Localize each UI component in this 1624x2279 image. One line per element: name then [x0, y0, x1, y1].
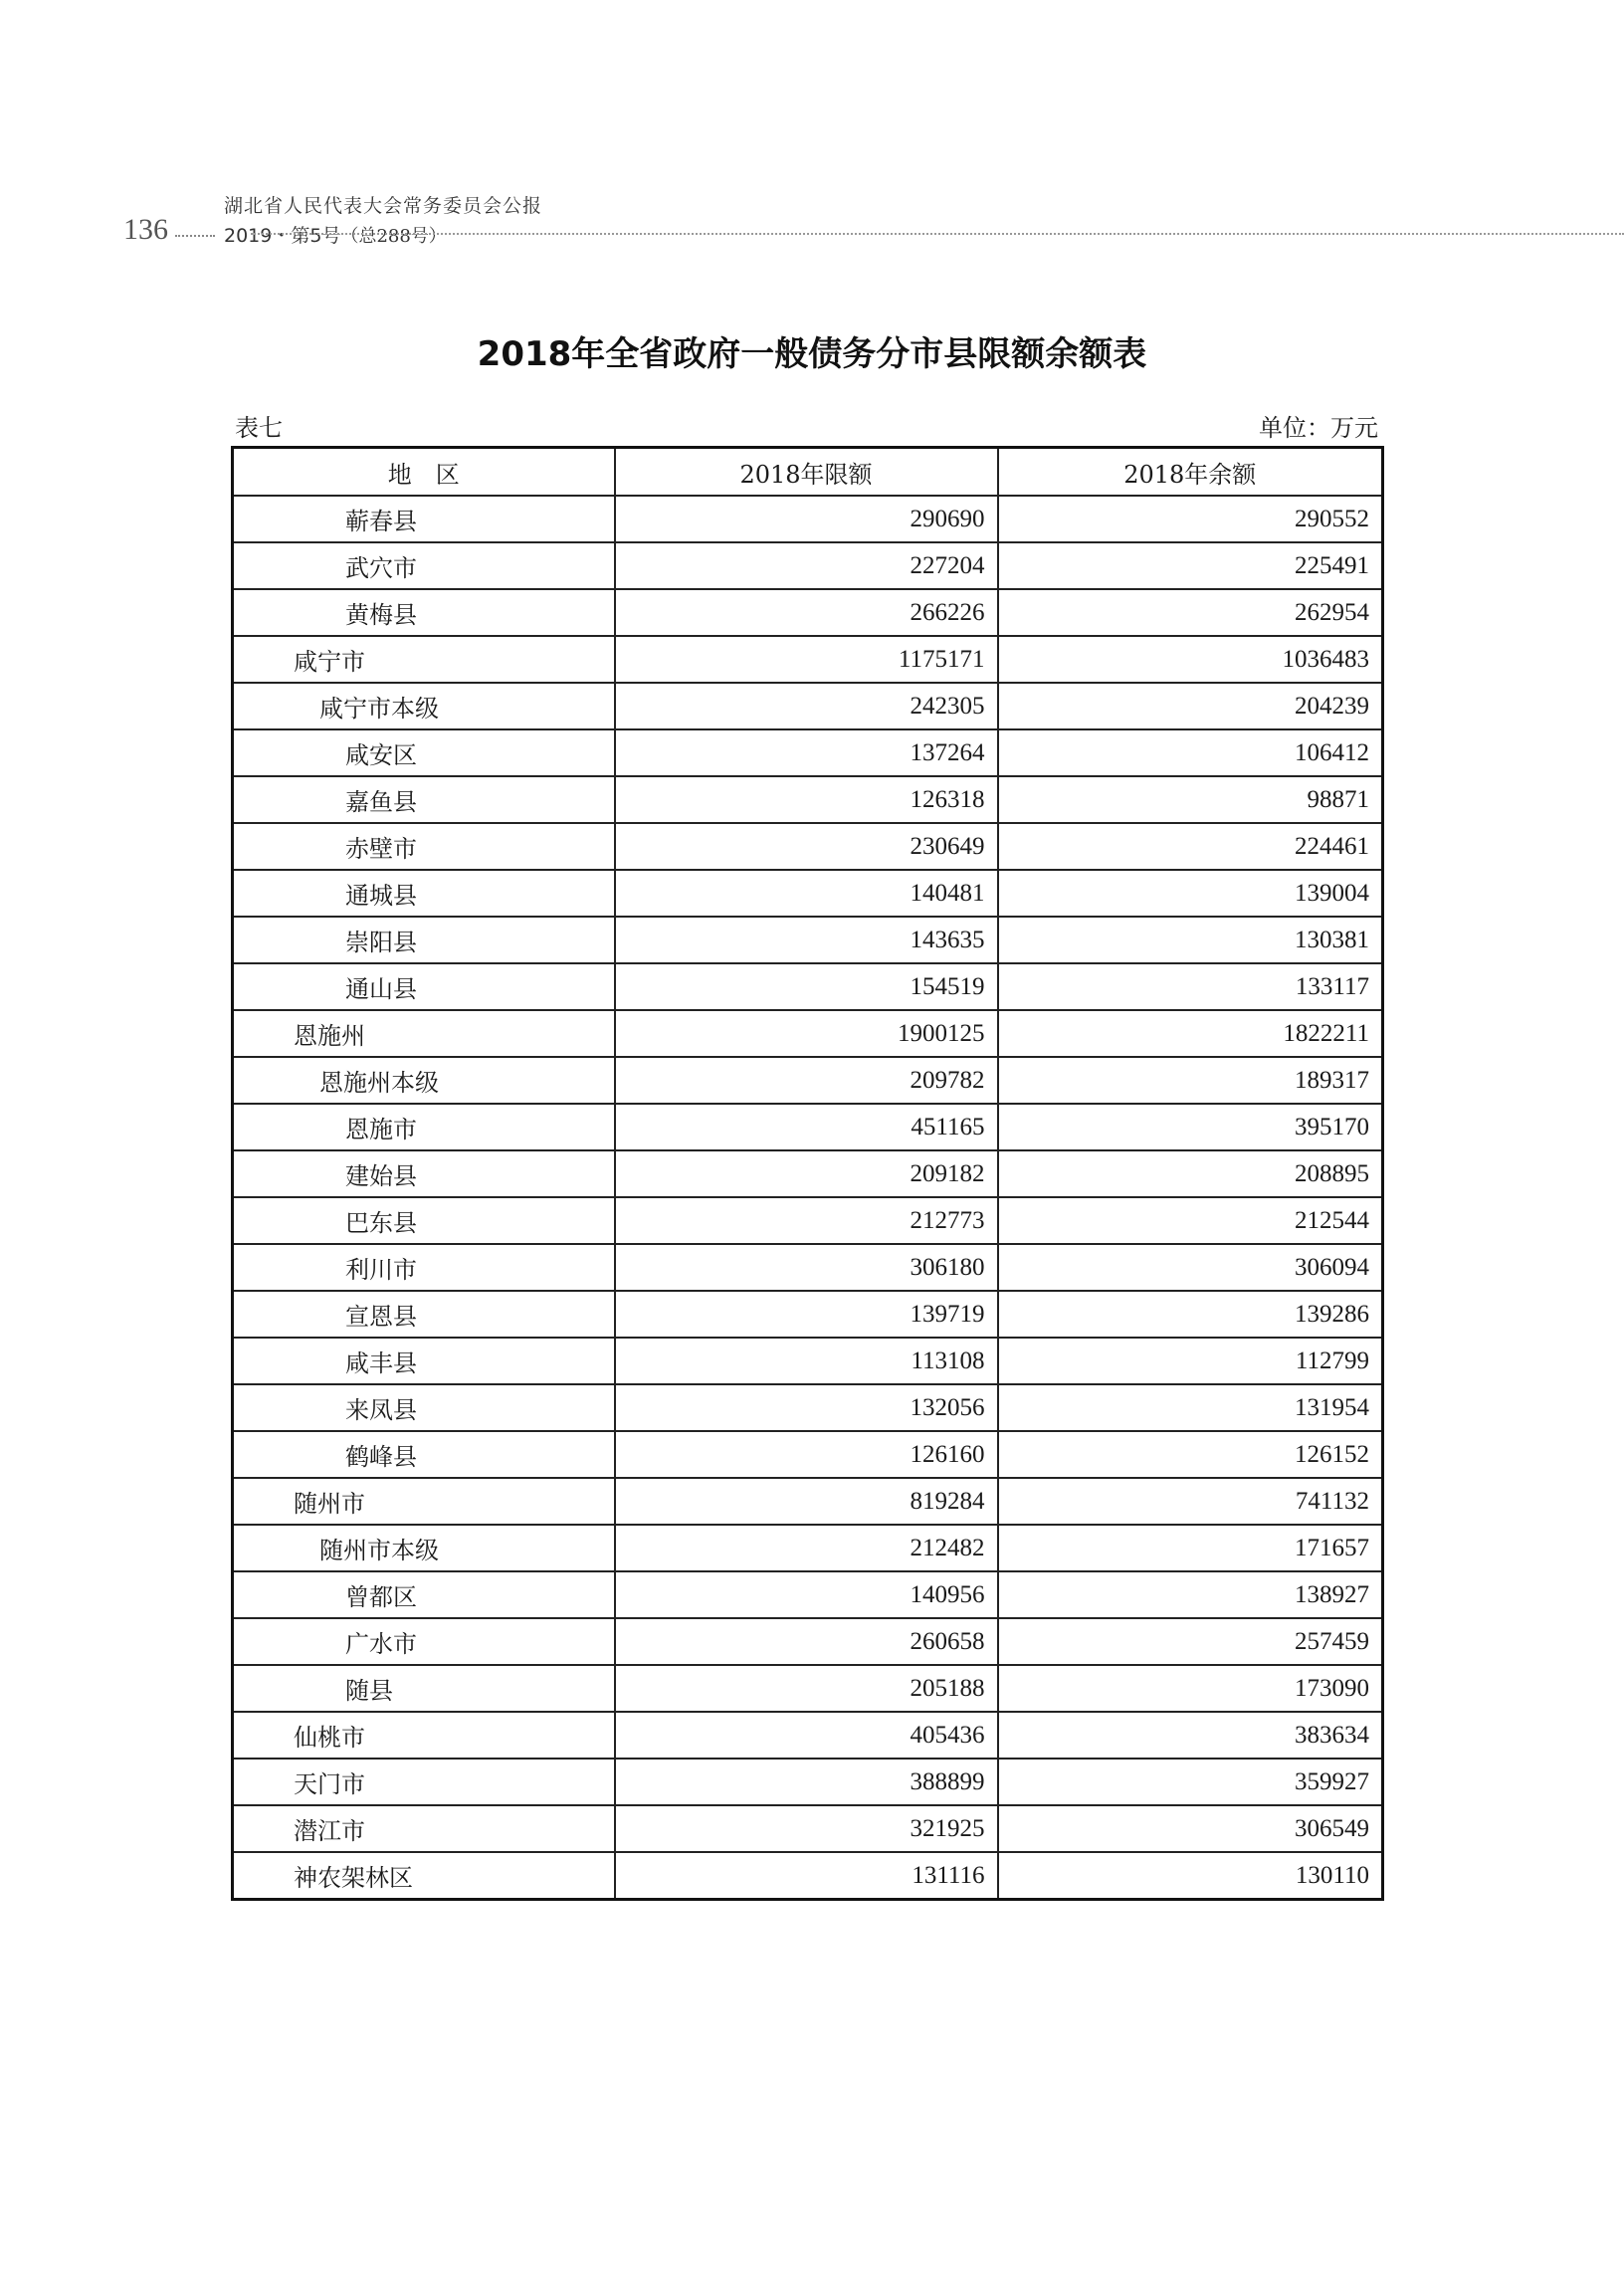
table-row — [233, 1104, 1383, 1150]
table-row — [233, 1384, 1383, 1431]
table-row — [233, 1712, 1383, 1759]
column-header-region: 地 区 — [233, 448, 615, 497]
region-cell: 鹤峰县 — [233, 1431, 615, 1478]
table-row — [233, 1759, 1383, 1805]
limit-cell: 126318 — [615, 776, 998, 823]
region-cell: 来凤县 — [233, 1384, 615, 1431]
table-row — [233, 683, 1383, 729]
balance-cell: 262954 — [998, 589, 1383, 636]
table-row — [233, 1525, 1383, 1571]
page-number: 136 — [123, 213, 168, 246]
balance-cell: 395170 — [998, 1104, 1383, 1150]
balance-cell: 126152 — [998, 1431, 1383, 1478]
table-row — [233, 636, 1383, 683]
balance-cell: 138927 — [998, 1571, 1383, 1618]
region-cell: 神农架林区 — [233, 1852, 615, 1900]
limit-cell: 819284 — [615, 1478, 998, 1525]
table-row — [233, 1244, 1383, 1291]
limit-cell: 132056 — [615, 1384, 998, 1431]
region-cell: 曾都区 — [233, 1571, 615, 1618]
table-row — [233, 917, 1383, 963]
limit-cell: 260658 — [615, 1618, 998, 1665]
limit-cell: 1900125 — [615, 1010, 998, 1057]
limit-cell: 212773 — [615, 1197, 998, 1244]
limit-cell: 306180 — [615, 1244, 998, 1291]
page-header — [0, 187, 1624, 247]
region-cell: 咸安区 — [233, 729, 615, 776]
region-cell: 恩施州 — [233, 1010, 615, 1057]
balance-cell: 204239 — [998, 683, 1383, 729]
limit-cell: 140956 — [615, 1571, 998, 1618]
region-cell: 恩施市 — [233, 1104, 615, 1150]
limit-cell: 242305 — [615, 683, 998, 729]
limit-cell: 230649 — [615, 823, 998, 870]
limit-cell: 290690 — [615, 496, 998, 542]
region-cell: 随州市本级 — [233, 1525, 615, 1571]
limit-cell: 154519 — [615, 963, 998, 1010]
region-cell: 随县 — [233, 1665, 615, 1712]
balance-cell: 130381 — [998, 917, 1383, 963]
table-row — [233, 589, 1383, 636]
balance-cell: 225491 — [998, 542, 1383, 589]
region-cell: 嘉鱼县 — [233, 776, 615, 823]
table-row — [233, 1665, 1383, 1712]
limit-cell: 131116 — [615, 1852, 998, 1900]
header-dot-leader — [175, 235, 215, 237]
balance-cell: 112799 — [998, 1338, 1383, 1384]
region-cell: 通城县 — [233, 870, 615, 917]
region-cell: 仙桃市 — [233, 1712, 615, 1759]
balance-cell: 224461 — [998, 823, 1383, 870]
table-row — [233, 823, 1383, 870]
region-cell: 潜江市 — [233, 1805, 615, 1852]
journal-title: 湖北省人民代表大会常务委员会公报 — [224, 195, 543, 217]
balance-cell: 290552 — [998, 496, 1383, 542]
header-text-block — [214, 187, 1624, 247]
limit-cell: 321925 — [615, 1805, 998, 1852]
table-row — [233, 870, 1383, 917]
table-label: 表七 — [235, 414, 283, 442]
limit-cell: 227204 — [615, 542, 998, 589]
region-cell: 宣恩县 — [233, 1291, 615, 1338]
limit-cell: 1175171 — [615, 636, 998, 683]
header-rule — [251, 233, 1624, 235]
balance-cell: 208895 — [998, 1150, 1383, 1197]
table-row — [233, 1338, 1383, 1384]
region-cell: 巴东县 — [233, 1197, 615, 1244]
column-header-limit: 2018年限额 — [615, 448, 998, 497]
table-row — [233, 1010, 1383, 1057]
table-row — [233, 1291, 1383, 1338]
table-row — [233, 1197, 1383, 1244]
column-header-balance: 2018年余额 — [998, 448, 1383, 497]
balance-cell: 212544 — [998, 1197, 1383, 1244]
table-row — [233, 1150, 1383, 1197]
limit-cell: 209182 — [615, 1150, 998, 1197]
balance-cell: 189317 — [998, 1057, 1383, 1104]
region-cell: 天门市 — [233, 1759, 615, 1805]
table-header-row — [233, 448, 1383, 497]
region-cell: 咸宁市 — [233, 636, 615, 683]
limit-cell: 266226 — [615, 589, 998, 636]
balance-cell: 173090 — [998, 1665, 1383, 1712]
limit-cell: 139719 — [615, 1291, 998, 1338]
limit-cell: 137264 — [615, 729, 998, 776]
table-row — [233, 1852, 1383, 1900]
balance-cell: 171657 — [998, 1525, 1383, 1571]
debt-table — [231, 446, 1384, 1901]
region-cell: 利川市 — [233, 1244, 615, 1291]
balance-cell: 383634 — [998, 1712, 1383, 1759]
balance-cell: 98871 — [998, 776, 1383, 823]
issue-number: 2019・第5号 — [224, 225, 341, 247]
table-row — [233, 1805, 1383, 1852]
balance-cell: 306549 — [998, 1805, 1383, 1852]
table-body — [233, 496, 1383, 1900]
table-row — [233, 542, 1383, 589]
region-cell: 咸宁市本级 — [233, 683, 615, 729]
region-cell: 通山县 — [233, 963, 615, 1010]
limit-cell: 212482 — [615, 1525, 998, 1571]
limit-cell: 143635 — [615, 917, 998, 963]
limit-cell: 140481 — [615, 870, 998, 917]
limit-cell: 451165 — [615, 1104, 998, 1150]
region-cell: 咸丰县 — [233, 1338, 615, 1384]
balance-cell: 130110 — [998, 1852, 1383, 1900]
table-row — [233, 729, 1383, 776]
limit-cell: 126160 — [615, 1431, 998, 1478]
limit-cell: 388899 — [615, 1759, 998, 1805]
region-cell: 崇阳县 — [233, 917, 615, 963]
table-row — [233, 1431, 1383, 1478]
balance-cell: 1822211 — [998, 1010, 1383, 1057]
document-title: 2018年全省政府一般债务分市县限额余额表 — [477, 334, 1147, 374]
region-cell: 黄梅县 — [233, 589, 615, 636]
balance-cell: 741132 — [998, 1478, 1383, 1525]
region-cell: 建始县 — [233, 1150, 615, 1197]
region-cell: 广水市 — [233, 1618, 615, 1665]
limit-cell: 209782 — [615, 1057, 998, 1104]
balance-cell: 257459 — [998, 1618, 1383, 1665]
balance-cell: 306094 — [998, 1244, 1383, 1291]
balance-cell: 131954 — [998, 1384, 1383, 1431]
table-row — [233, 1618, 1383, 1665]
region-cell: 赤壁市 — [233, 823, 615, 870]
region-cell: 恩施州本级 — [233, 1057, 615, 1104]
table-row — [233, 776, 1383, 823]
table-row — [233, 1057, 1383, 1104]
region-cell: 蕲春县 — [233, 496, 615, 542]
limit-cell: 405436 — [615, 1712, 998, 1759]
region-cell: 随州市 — [233, 1478, 615, 1525]
limit-cell: 205188 — [615, 1665, 998, 1712]
total-issue-number: （总288号） — [340, 226, 447, 247]
table-row — [233, 1571, 1383, 1618]
table-row — [233, 1478, 1383, 1525]
balance-cell: 106412 — [998, 729, 1383, 776]
limit-cell: 113108 — [615, 1338, 998, 1384]
balance-cell: 359927 — [998, 1759, 1383, 1805]
unit-label: 单位：万元 — [1259, 414, 1378, 442]
table-row — [233, 963, 1383, 1010]
table-row — [233, 496, 1383, 542]
balance-cell: 133117 — [998, 963, 1383, 1010]
balance-cell: 139286 — [998, 1291, 1383, 1338]
balance-cell: 1036483 — [998, 636, 1383, 683]
region-cell: 武穴市 — [233, 542, 615, 589]
balance-cell: 139004 — [998, 870, 1383, 917]
